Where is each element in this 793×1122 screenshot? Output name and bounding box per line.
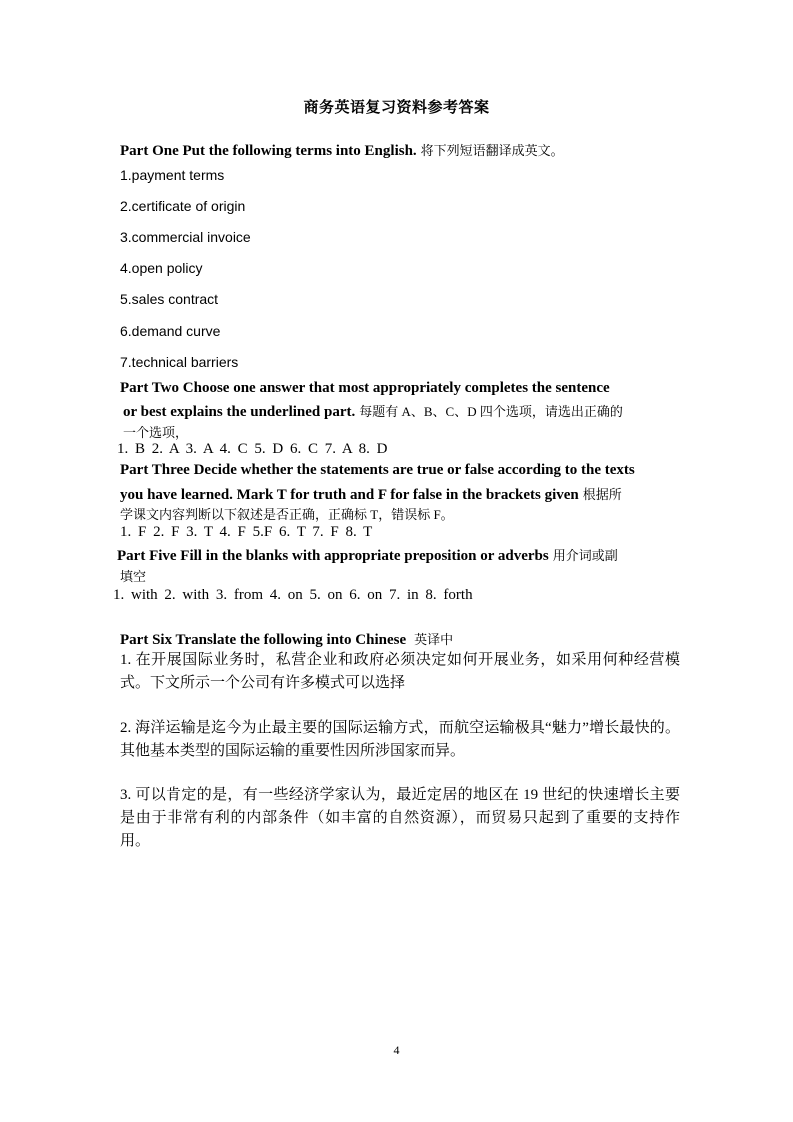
part-two-instruction-cont: 一个选项， <box>123 425 189 440</box>
term-item: 6.demand curve <box>120 323 221 339</box>
part-six-heading-line <box>120 629 453 649</box>
part-two-heading: Part Two Choose one answer that most appropriately completes the sentence <box>120 380 610 396</box>
part-three-instruction-cont: 学课文内容判断以下叙述是否正确，正确标 T，错误标 F。 <box>120 507 454 522</box>
term-item: 7.technical barriers <box>120 354 239 370</box>
part-one-instruction: 将下列短语翻译成英文。 <box>420 143 564 158</box>
part-one-heading-line <box>120 140 564 160</box>
term-item: 4.open policy <box>120 260 203 276</box>
part-five-instruction-cont: 填空 <box>120 569 147 584</box>
term-item: 5.sales contract <box>120 291 219 307</box>
part-three-heading-line2 <box>120 484 622 504</box>
part-five-heading-line <box>117 545 618 565</box>
part-five-heading: Part Five Fill in the blanks with appropriate preposition or adverbs <box>117 548 549 564</box>
part-three-answers: 1. F 2. F 3. T 4. F 5.F 6. T 7. F 8. T <box>120 524 373 540</box>
page-title: 商务英语复习资料参考答案 <box>303 100 490 116</box>
part-three-instruction: 根据所 <box>582 487 622 502</box>
part-six-heading: Part Six Translate the following into Chinese <box>120 632 407 648</box>
part-three-heading: Part Three Decide whether the statements are true or false according to the texts <box>120 462 635 478</box>
part-one-heading: Part One Put the following terms into English. <box>120 143 417 159</box>
term-item: 2.certificate of origin <box>120 198 246 214</box>
part-three-heading-cont: you have learned. Mark T for truth and F for false in the brackets given <box>120 487 579 503</box>
part-five-answers: 1. with 2. with 3. from 4. on 5. on 6. on 7. in 8. forth <box>113 587 473 603</box>
term-item: 3.commercial invoice <box>120 229 251 245</box>
part-six-instruction: 英译中 <box>414 632 454 647</box>
translation-item: 1. 在开展国际业务时，私营企业和政府必须决定如何开展业务，如采用何种经营模式。下文所示一个公司有许多模式可以选择 <box>120 652 680 691</box>
translation-item: 2. 海洋运输是迄今为止最主要的国际运输方式，而航空运输极具“魅力”增长最快的。 其他基本类型的国际运输的重要性因所涉国家而异。 <box>120 720 680 759</box>
part-two-instruction: 每题有 A、B、C、D 四个选项，请选出正确的 <box>359 404 623 419</box>
part-two-answers: 1. B 2. A 3. A 4. C 5. D 6. C 7. A 8. D <box>117 441 388 457</box>
translation-item: 3. 可以肯定的是，有一些经济学家认为，最近定居的地区在 19 世纪的快速增长主要是由于非常有利的内部条件（如丰富的自然资源），而贸易只起到了重要的支持作用。 <box>120 787 680 849</box>
part-two-heading-line2 <box>123 401 623 421</box>
part-two-heading-cont: or best explains the underlined part. <box>123 404 356 420</box>
part-five-instruction: 用介词或副 <box>552 548 618 563</box>
page-number: 4 <box>393 1043 400 1057</box>
term-item: 1.payment terms <box>120 167 225 183</box>
